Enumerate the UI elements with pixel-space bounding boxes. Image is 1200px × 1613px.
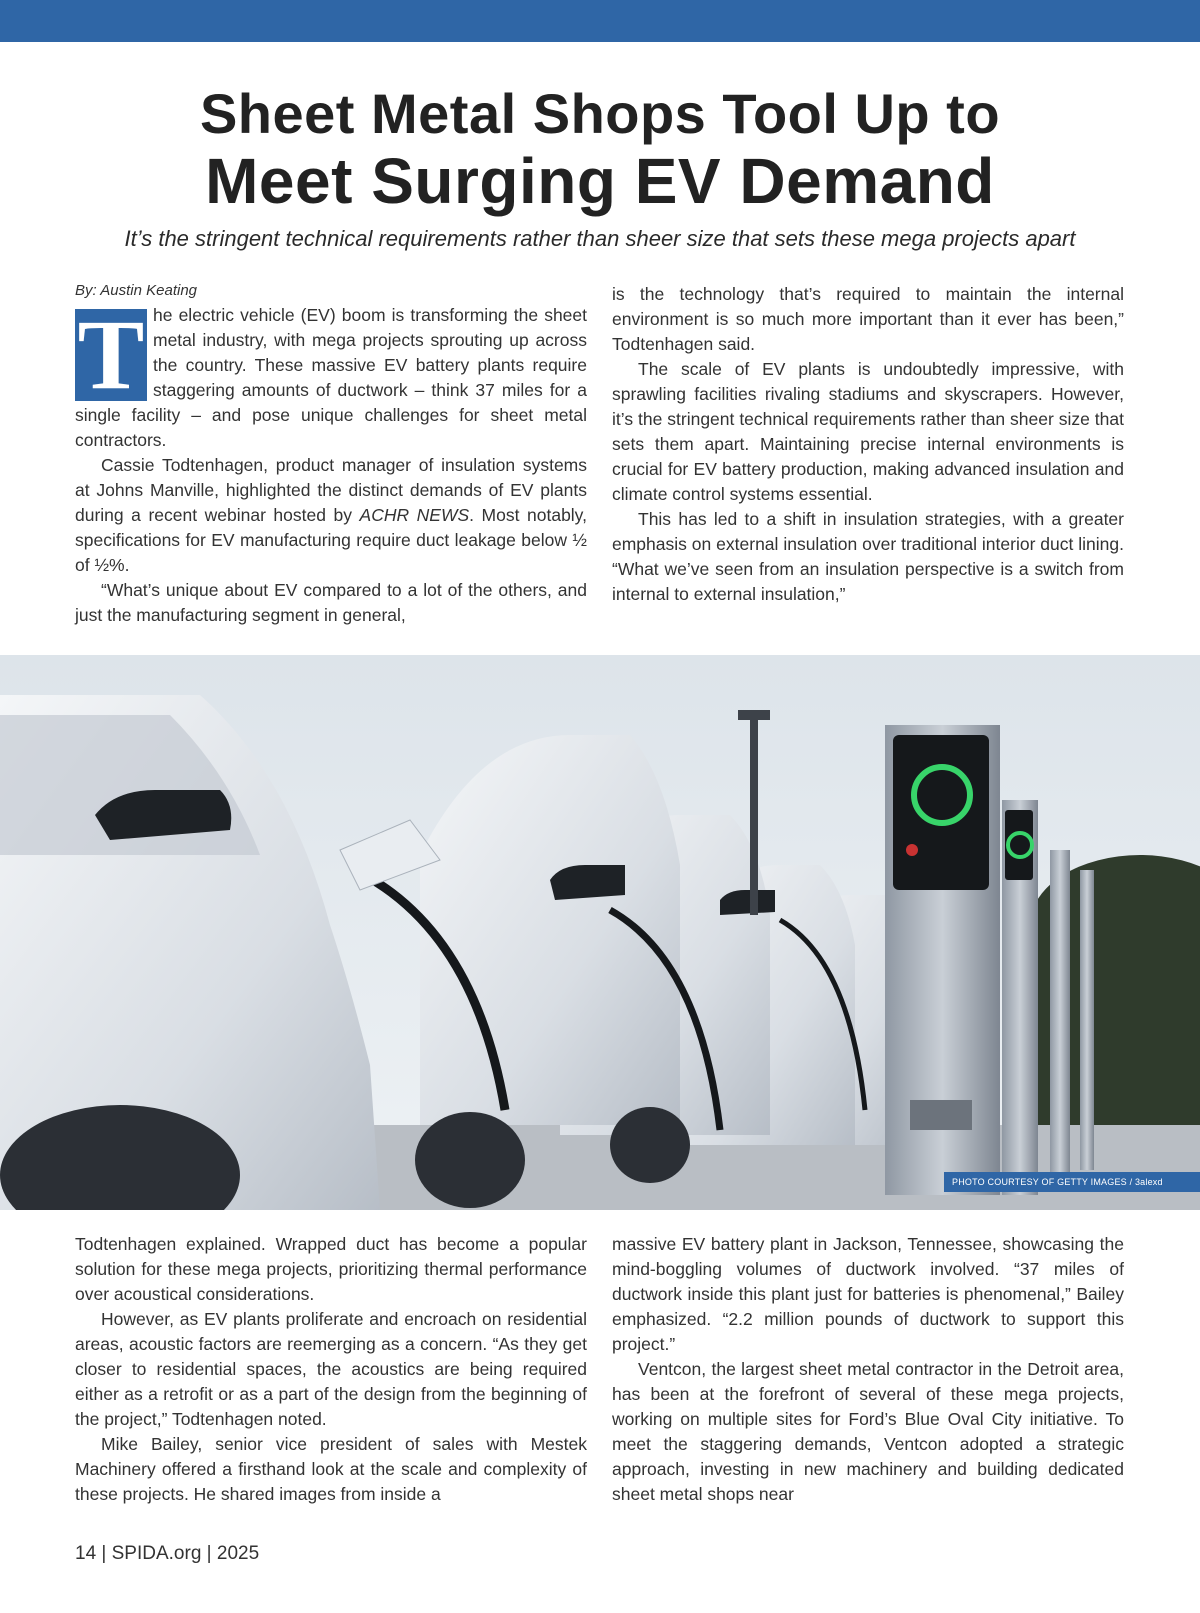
top-color-bar	[0, 0, 1200, 42]
ev-charging-photo	[0, 655, 1200, 1210]
text-column-4	[612, 1232, 1124, 1507]
text-column-1	[75, 278, 587, 628]
paragraph: The scale of EV plants is undoubtedly impressive, with sprawling facilities rivaling stadiums and skyscrapers. However, it’s the stringent technical requirements rather than sheer size that sets them apart. Maintaining precise internal environments is crucial for EV battery production, making advanced insulation and climate control systems essential.	[612, 359, 1124, 504]
publication-name: ACHR NEWS	[359, 505, 470, 525]
paragraph: Mike Bailey, senior vice president of sales with Mestek Machinery offered a firsthand look at the scale and complexity of these projects. He shared images from inside a	[75, 1434, 587, 1504]
text-column-3	[75, 1232, 587, 1507]
page-footer: 14 | SPIDA.org | 2025	[75, 1543, 260, 1564]
paragraph: T he electric vehicle (EV) boom is transforming the sheet metal industry, with mega projects sprouting up across the country. These massive EV battery plants require staggering amounts of ductwork – think 37 miles for a single facility – and pose unique challenges for sheet metal contractors.	[75, 299, 587, 450]
paragraph: This has led to a shift in insulation strategies, with a greater emphasis on external insulation over traditional interior duct lining. “What we’ve seen from an insulation perspective is a switch from internal to external insulation,”	[612, 509, 1124, 604]
paragraph: massive EV battery plant in Jackson, Tennessee, showcasing the mind-boggling volumes of ductwork involved. “37 miles of ductwork inside this plant just for batteries is phenomenal,” Bailey emphasized. “2.2 million pounds of ductwork to support this project.”	[612, 1234, 1124, 1354]
title-line-1: Sheet Metal Shops Tool Up to	[199, 82, 1001, 145]
paragraph: Ventcon, the largest sheet metal contractor in the Detroit area, has been at the forefront of several of these mega projects, working on multiple sites for Ford’s Blue Oval City initiative. To meet the staggering demands, Ventcon adopted a strategic approach, investing in new machinery and building dedicated sheet metal shops near	[612, 1359, 1124, 1504]
photo-credit: PHOTO COURTESY OF GETTY IMAGES / 3alexd	[944, 1172, 1200, 1192]
title-line-2: Meet Surging EV Demand	[205, 145, 995, 217]
text-column-2	[612, 282, 1124, 607]
paragraph: However, as EV plants proliferate and encroach on residential areas, acoustic factors are reemerging as a concern. “As they get closer to residential spaces, the acoustics are being required either as a retrofit or as a part of the design from the beginning of the project,” Todtenhagen noted.	[75, 1309, 587, 1429]
paragraph: is the technology that’s required to maintain the internal environment is so much more important than it ever has been,” Todtenhagen said.	[612, 284, 1124, 354]
paragraph: Todtenhagen explained. Wrapped duct has become a popular solution for these mega projects, prioritizing thermal performance over acoustical considerations.	[75, 1234, 587, 1304]
article-subtitle: It’s the stringent technical requirements rather than sheer size that sets these mega projects apart	[124, 226, 1076, 251]
byline: By: Austin Keating	[75, 282, 198, 299]
paragraph: “What’s unique about EV compared to a lot of the others, and just the manufacturing segment in general,	[75, 580, 587, 625]
paragraph: Cassie Todtenhagen, product manager of insulation systems at Johns Manville, highlighted the distinct demands of EV plants during a recent webinar hosted by ACHR NEWS. Most notably, specifications for EV manufacturing require duct leakage below ½ of ½%.	[75, 455, 587, 575]
article-title	[0, 82, 1200, 216]
drop-cap: T	[75, 309, 147, 401]
